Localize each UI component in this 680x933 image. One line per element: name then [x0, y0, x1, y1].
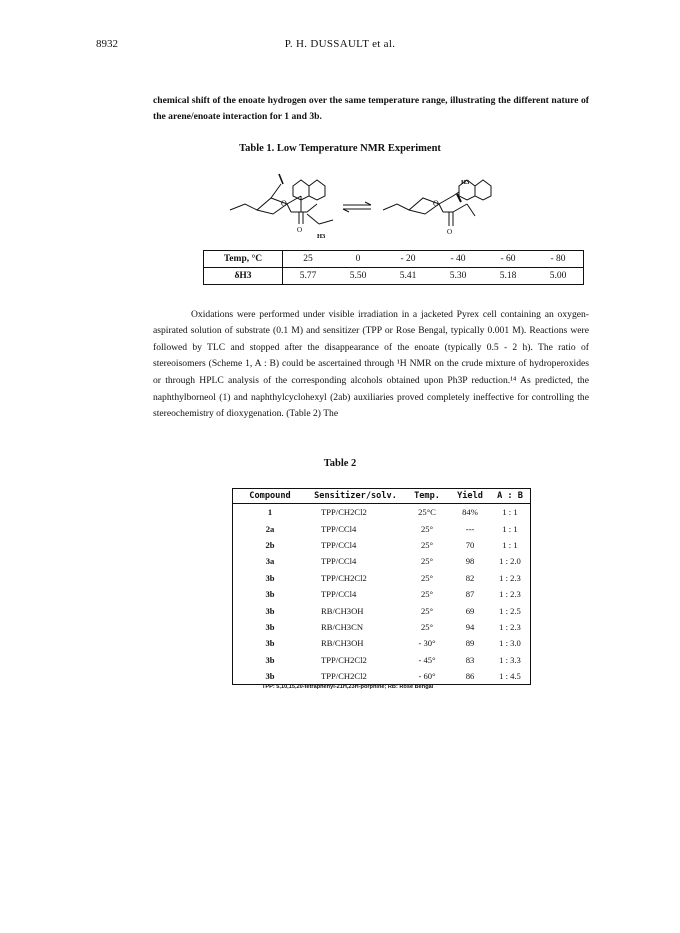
equilibrium-scheme — [225, 170, 495, 238]
table-cell: - 20 — [383, 251, 433, 268]
cell-compound: 1 — [233, 504, 308, 521]
cell-sensitizer: TPP/CH2Cl2 — [321, 654, 367, 665]
cell-yield: 94 — [465, 621, 475, 632]
cell-ratio: 1 : 2.3 — [490, 586, 531, 602]
cell-yield: 84% — [462, 507, 478, 518]
column-header-sensitizer: Sensitizer/solv. — [307, 489, 404, 504]
table-row — [233, 520, 531, 536]
table-cell: 0 — [333, 251, 383, 268]
table-cell: 5.18 — [483, 268, 533, 285]
cell-compound: 2a — [233, 520, 308, 536]
table-cell: 25 — [283, 251, 334, 268]
paragraph-2: Oxidations were performed under visible irradiation in a jacketed Pyrex cell containing an oxygen-aspirated solution of substrate (0.1 M) and sensitizer (TPP or Rose Bengal, typically 0.001 M). Reactions were followed by TLC and stopped after the disappearance of the enoate (typically 0.5 - 2 h). The ratio of stereoisomers (Scheme 1, A : B) could be ascertained through ¹H NMR on the crude mixture of hydroperoxides or through HPLC analysis of the corresponding alcohols obtained upon Ph3P reduction.¹⁴ As predicted, the naphthylborneol (1) and naphthylcyclohexyl (2ab) auxiliaries proved completely ineffective for controlling the stereochemistry of dioxygenation. (Table 2) The — [153, 308, 589, 420]
cell-sensitizer: TPP/CH2Cl2 — [321, 572, 367, 583]
cell-temp: - 60° — [404, 668, 450, 685]
cell-sensitizer: TPP/CCl4 — [321, 539, 357, 550]
table-row — [233, 537, 531, 553]
cell-compound: 3a — [233, 553, 308, 569]
cell-yield: --- — [465, 523, 475, 534]
table-header-row — [233, 489, 531, 504]
cell-compound: 3b — [233, 619, 308, 635]
table-row — [233, 586, 531, 602]
h3-label-right: H3 — [461, 179, 470, 186]
cell-yield: 87 — [465, 589, 475, 600]
table2-caption: Table 2 — [323, 458, 357, 469]
table2-footnote: TPP: 5,10,15,20-tetraphenyl-21H,23H-porphine; RB: Rose Bengal — [262, 684, 434, 690]
table-cell: 5.00 — [533, 268, 584, 285]
h3-label: H3 — [317, 233, 326, 238]
cell-sensitizer: RB/CH3OH — [321, 605, 364, 616]
table-row — [204, 251, 584, 268]
cell-compound: 3b — [233, 652, 308, 668]
cell-ratio: 1 : 2.3 — [490, 619, 531, 635]
cell-ratio: 1 : 2.3 — [490, 570, 531, 586]
o-label-right: O — [433, 199, 439, 208]
cell-compound: 3b — [233, 635, 308, 651]
cell-sensitizer: TPP/CCl4 — [321, 523, 357, 534]
table-row — [233, 652, 531, 668]
cell-yield: 70 — [465, 539, 475, 550]
cell-yield: 83 — [465, 654, 475, 665]
cell-sensitizer: TPP/CH2Cl2 — [307, 668, 404, 685]
cell-temp: 25° — [420, 605, 434, 616]
cell-yield: 69 — [465, 605, 475, 616]
table1-caption: Table 1. Low Temperature NMR Experiment — [239, 143, 441, 154]
cell-compound: 3b — [233, 586, 308, 602]
table-row — [204, 268, 584, 285]
cell-ratio: 1 : 3.0 — [490, 635, 531, 651]
o-label-left: O — [281, 199, 287, 208]
cell-compound: 3b — [233, 570, 308, 586]
oxidation-results-table — [232, 488, 531, 685]
table-row — [233, 570, 531, 586]
shift-header: δH3 — [204, 268, 283, 285]
table-cell: 5.77 — [283, 268, 334, 285]
cell-temp: 25°C — [418, 507, 436, 518]
cell-compound: 2b — [233, 537, 308, 553]
cell-ratio: 1 : 1 — [490, 520, 531, 536]
column-header-ratio: A : B — [490, 489, 531, 504]
cell-ratio: 1 : 1 — [490, 504, 531, 521]
cell-temp: 25° — [420, 572, 434, 583]
table-row — [233, 504, 531, 521]
running-head: P. H. DUSSAULT et al. — [284, 38, 396, 50]
table-cell: 5.50 — [333, 268, 383, 285]
cell-yield: 82 — [465, 572, 475, 583]
cell-sensitizer: TPP/CCl4 — [321, 589, 357, 600]
cell-ratio: 1 : 1 — [490, 537, 531, 553]
table-row — [233, 635, 531, 651]
column-header-compound: Compound — [233, 489, 308, 504]
table-cell: 5.30 — [433, 268, 483, 285]
table-cell: 5.41 — [383, 268, 433, 285]
cell-temp: 25° — [420, 621, 434, 632]
cell-compound: 3b — [233, 668, 308, 685]
cell-ratio: 1 : 2.0 — [490, 553, 531, 569]
cell-ratio: 1 : 4.5 — [490, 668, 531, 685]
cell-ratio: 1 : 3.3 — [490, 652, 531, 668]
table-row — [233, 668, 531, 685]
page-number: 8932 — [96, 38, 118, 50]
cell-temp: - 45° — [418, 654, 436, 665]
cell-ratio: 1 : 2.5 — [490, 602, 531, 618]
o-label-left-carbonyl: O — [297, 226, 303, 234]
cell-sensitizer: TPP/CCl4 — [321, 556, 357, 567]
table-row — [233, 619, 531, 635]
column-header-temp: Temp. — [404, 489, 450, 504]
cell-sensitizer: RB/CH3CN — [321, 621, 364, 632]
column-header-yield: Yield — [450, 489, 490, 504]
paragraph-1: chemical shift of the enoate hydrogen over the same temperature range, illustrating the different nature of the arene/enoate interaction for 1 and 3b. — [153, 94, 589, 123]
cell-temp: 25° — [420, 523, 434, 534]
cell-yield: 98 — [465, 556, 475, 567]
cell-temp: 25° — [420, 539, 434, 550]
temperature-table — [203, 250, 584, 285]
temp-header: Temp, °C — [204, 251, 283, 268]
cell-temp: - 30° — [418, 638, 436, 649]
cell-yield: 89 — [465, 638, 475, 649]
table-cell: - 60 — [483, 251, 533, 268]
cell-sensitizer: TPP/CH2Cl2 — [321, 507, 367, 518]
cell-sensitizer: RB/CH3OH — [321, 638, 364, 649]
table-cell: - 40 — [433, 251, 483, 268]
table-row — [233, 553, 531, 569]
cell-temp: 25° — [420, 589, 434, 600]
table-cell: - 80 — [533, 251, 584, 268]
o-label-right-carbonyl: O — [447, 228, 453, 236]
cell-compound: 3b — [233, 602, 308, 618]
cell-yield: 86 — [450, 668, 490, 685]
cell-temp: 25° — [420, 556, 434, 567]
table-row — [233, 602, 531, 618]
